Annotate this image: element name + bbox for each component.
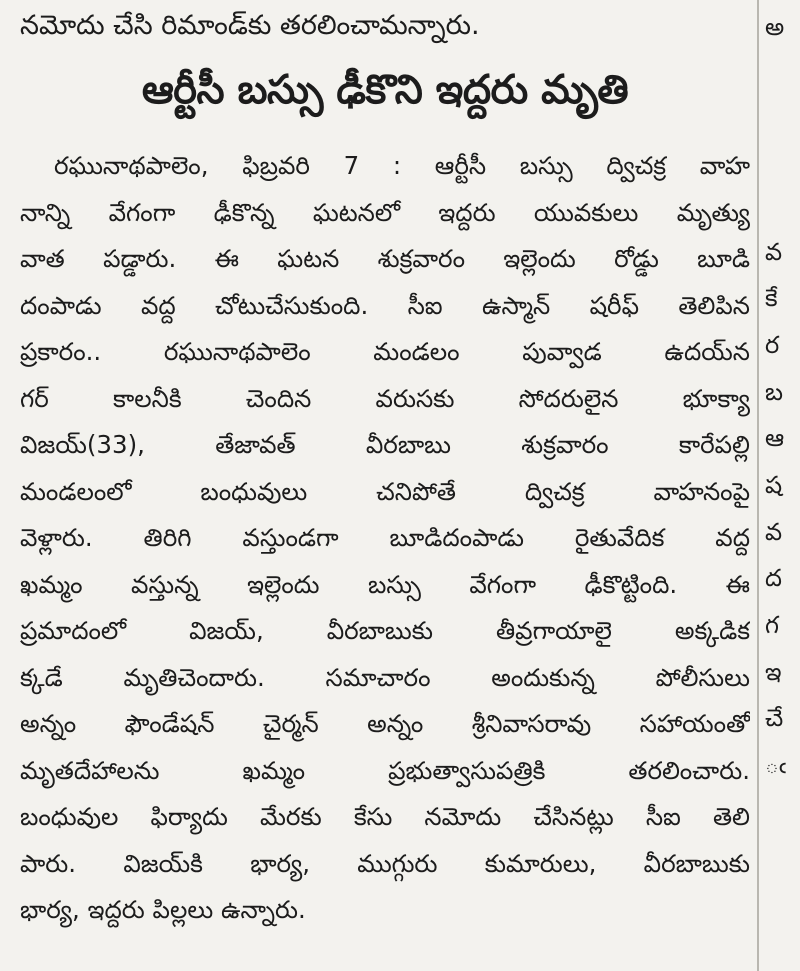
- article-line: భార్య, ఇద్దరు పిల్లలు ఉన్నారు.: [20, 895, 306, 924]
- article-line: ప్రమాదంలో విజయ్, వీరబాబుకు తీవ్రగాయాలై అక్కడిక: [20, 616, 750, 645]
- right-column-fragment: ష: [765, 471, 783, 499]
- article-line: మండలంలో బంధువులు చనిపోతే ద్విచక్ర వాహనంపై: [20, 476, 750, 506]
- right-column-fragment: ద: [765, 564, 782, 592]
- article-line: రఘునాథపాలెం, ఫిబ్రవరి 7 : ఆర్టీసీ బస్సు ద్విచక్ర వాహ: [54, 151, 750, 180]
- right-column-fragment: ఁ: [765, 751, 787, 779]
- column-divider: [757, 0, 759, 971]
- article-line: పారు. విజయ్‌కి భార్య, ముగ్గురు కుమారులు, వీరబాబుకు: [20, 848, 750, 878]
- article-line: గర్ కాలనీకి చెందిన వరుసకు సోదరులైన భూక్యా: [20, 383, 750, 413]
- article-line: బంధువుల ఫిర్యాదు మేరకు కేసు నమోదు చేసినట్లు సీఐ తెలి: [20, 802, 750, 831]
- right-column-fragment: అ: [765, 13, 785, 41]
- article-body: [20, 143, 750, 934]
- right-column-fragment: చే: [765, 704, 784, 732]
- right-column-fragment: ఇ: [765, 658, 782, 686]
- right-column-fragment: వ: [765, 518, 783, 546]
- right-column-fragment: బ: [765, 378, 783, 406]
- right-column-fragment: వ: [765, 238, 783, 266]
- right-column-fragment: గ: [765, 611, 779, 639]
- right-column-fragment: కే: [765, 284, 778, 312]
- article-line: క్కడే మృతిచెందారు. సమాచారం అందుకున్న పోలీసులు: [20, 662, 750, 692]
- right-column-fragments: [765, 0, 800, 971]
- headline: ఆర్టీసీ బస్సు ఢీకొని ఇద్దరు మృతి: [141, 67, 629, 113]
- top-line: నమోదు చేసి రిమాండ్‌కు తరలించామన్నారు.: [20, 10, 480, 41]
- article-line: ఖమ్మం వస్తున్న ఇల్లెందు బస్సు వేగంగా ఢీకొట్టింది. ఈ: [20, 569, 750, 599]
- article-line: మృతదేహాలను ఖమ్మం ప్రభుత్వాసుపత్రికి తరలించారు.: [20, 755, 750, 785]
- article-line: వాత పడ్డారు. ఈ ఘటన శుక్రవారం ఇల్లెందు రోడ్డు బూడి: [20, 244, 750, 273]
- article-line: దంపాడు వద్ద చోటుచేసుకుంది. సీఐ ఉస్మాన్ షరీఫ్ తెలిపిన: [20, 290, 750, 320]
- article-line: విజయ్(33), తేజావత్ వీరబాబు శుక్రవారం కారేపల్లి: [20, 430, 750, 459]
- right-column-fragment: ర: [765, 331, 780, 359]
- article-line: నాన్ని వేగంగా ఢీకొన్న ఘటనలో ఇద్దరు యువకులు మృత్యు: [20, 197, 750, 227]
- right-column-fragment: ఆ: [765, 424, 785, 452]
- article-line: అన్నం ఫౌండేషన్ చైర్మన్ అన్నం శ్రీనివాసరావు సహాయంతో: [20, 709, 750, 738]
- article-line: ప్రకారం.. రఘునాథపాలెం మండలం పువ్వాడ ఉదయ్‌న: [20, 337, 750, 366]
- article-line: వెళ్లారు. తిరిగి వస్తుండగా బూడిదంపాడు రైతువేదిక వద్ద: [20, 523, 750, 552]
